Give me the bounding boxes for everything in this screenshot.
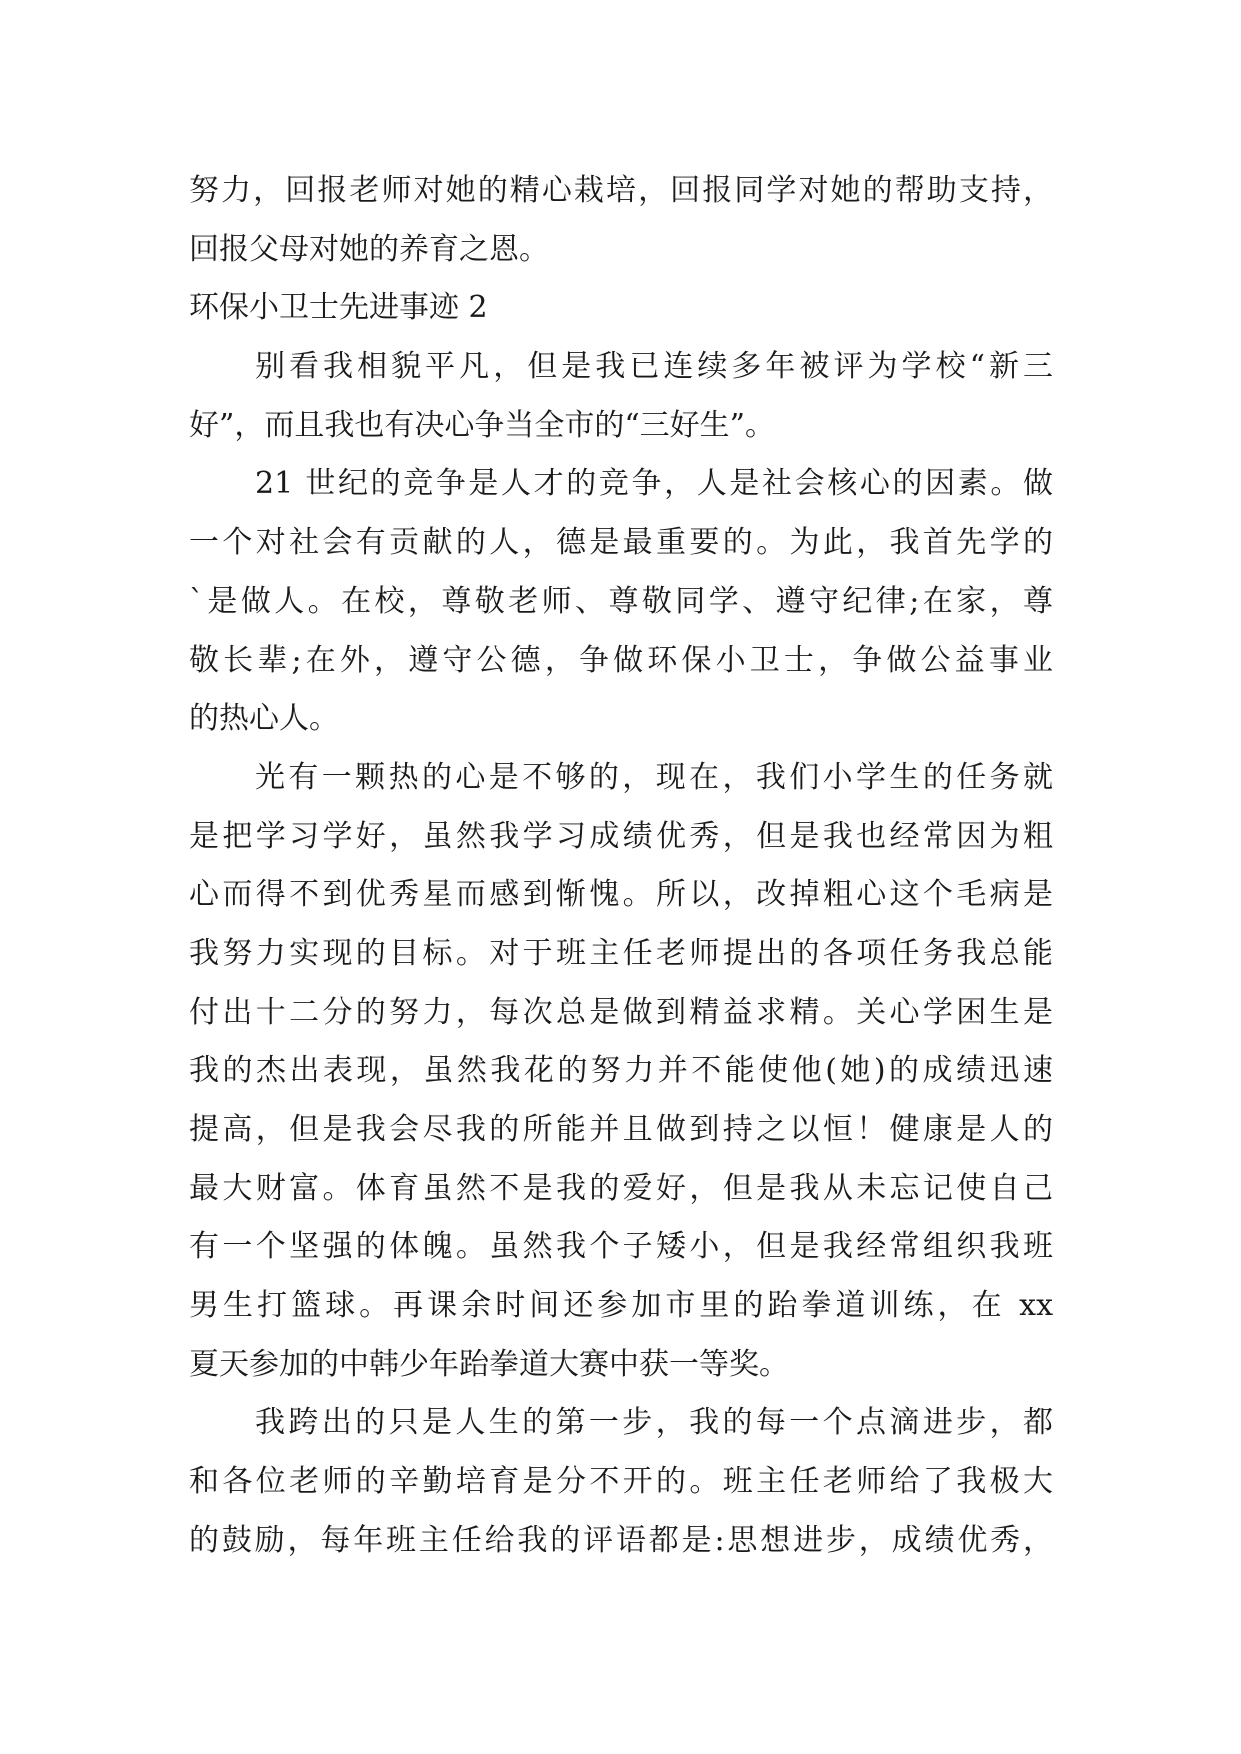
text-line: 心而得不到优秀星而感到惭愧。所以，改掉粗心这个毛病是: [189, 877, 1053, 913]
text-line: `是做人。在校，尊敬老师、尊敬同学、遵守纪律;在家，尊: [189, 583, 1053, 619]
text-line: 提高，但是我会尽我的所能并且做到持之以恒！健康是人的: [189, 1112, 1053, 1147]
text-line: 努力，回报老师对她的精心栽培，回报同学对她的帮助支持，: [189, 173, 1053, 208]
text-line: 男生打篮球。再课余时间还参加市里的跆拳道训练，在 xx: [189, 1288, 1053, 1324]
paragraph: [189, 1394, 1053, 1570]
text-line: 的热心人。: [189, 701, 339, 737]
text-line: 别看我相貌平凡，但是我已连续多年被评为学校“新三: [255, 349, 1053, 385]
section-heading: 环保小卫士先进事迹 2: [189, 290, 488, 326]
text-line: 敬长辈;在外，遵守公德，争做环保小卫士，争做公益事业: [189, 642, 1053, 678]
text-line: 的鼓励，每年班主任给我的评语都是:思想进步，成绩优秀，: [189, 1522, 1053, 1558]
paragraph-continued: [189, 162, 1053, 279]
text-line: 21 世纪的竞争是人才的竞争，人是社会核心的因素。做: [255, 466, 1053, 502]
paragraph: [189, 749, 1053, 1395]
text-line: 是把学习学好，虽然我学习成绩优秀，但是我也经常因为粗: [189, 818, 1053, 854]
text-line: 最大财富。体育虽然不是我的爱好，但是我从未忘记使自己: [189, 1170, 1053, 1206]
text-line: 夏天参加的中韩少年跆拳道大赛中获一等奖。: [189, 1346, 789, 1382]
text-line: 一个对社会有贡献的人，德是最重要的。为此，我首先学的: [189, 525, 1053, 561]
text-line: 我的杰出表现，虽然我花的努力并不能使他(她)的成绩迅速: [189, 1053, 1053, 1089]
text-line: 付出十二分的努力，每次总是做到精益求精。关心学困生是: [189, 994, 1053, 1030]
paragraph: [189, 455, 1053, 748]
text-line: 有一个坚强的体魄。虽然我个子矮小，但是我经常组织我班: [189, 1229, 1053, 1265]
text-line: 回报父母对她的养育之恩。: [189, 231, 549, 267]
text-line: 好”，而且我也有决心争当全市的“三好生”。: [189, 407, 776, 443]
text-line: 我努力实现的目标。对于班主任老师提出的各项任务我总能: [189, 935, 1053, 971]
document-body: [189, 162, 1053, 1571]
text-line: 光有一颗热的心是不够的，现在，我们小学生的任务就: [255, 759, 1053, 795]
text-line: 和各位老师的辛勤培育是分不开的。班主任老师给了我极大: [189, 1464, 1053, 1500]
paragraph: [189, 338, 1053, 455]
text-line: 我跨出的只是人生的第一步，我的每一个点滴进步，都: [255, 1405, 1053, 1441]
